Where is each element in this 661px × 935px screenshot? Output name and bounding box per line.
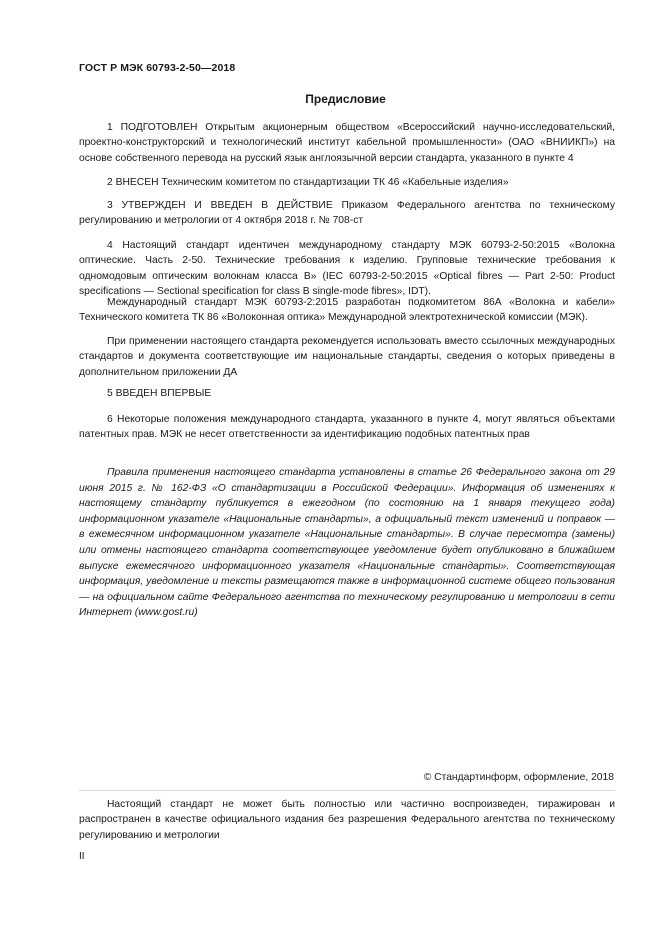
- divider: [79, 790, 615, 791]
- rules-notice-italic: Правила применения настоящего стандарта установлены в статье 26 Федерального закона от 29 июня 2015 г. № 162-ФЗ «О стандартизации в Российской Федерации». Информация об изменениях к настоящему стандарту публикуется в ежегодном (по состоянию на 1 января текущего года) информационном указателе «Национальные стандарты», а официальный текст изменений и поправок — в ежемесячном информационном указателе «Национальные стандарты». В случае пересмотра (замены) или отмены настоящего стандарта соответствующее уведомление будет опубликовано в ближайшем выпуске ежемесячного информационного указателя «Национальные стандарты». Соответствующая информация, уведомление и тексты размещаются также в информационной системе общего пользования — на официальном сайте Федерального агентства по техническому регулированию и метрологии в сети Интернет (www.gost.ru): [79, 467, 615, 619]
- paragraph-4-developer: Международный стандарт МЭК 60793-2:2015 разработан подкомитетом 86А «Волокна и кабели» Технического комитета ТК 86 «Волоконная оптика» Международной электротехнической комиссии (МЭК).: [79, 297, 615, 324]
- paragraph-1-prepared: 1 ПОДГОТОВЛЕН Открытым акционерным обществом «Всероссийский научно-исследовательский, проектно-конструкторский и технологический институт кабельной промышленности» (ОАО «ВНИИКП») на основе собственного перевода на русский язык англоязычной версии стандарта, указанного в пункте 4: [79, 122, 615, 164]
- paragraph-4-identical: 4 Настоящий стандарт идентичен международному стандарту МЭК 60793-2-50:2015 «Волокна оптические. Часть 2-50. Технические требования к изделию. Групповые технические требования к одномодовым оптическим волокнам класса В» (IEC 60793-2-50:2015 «Optical fibres — Part 2-50: Product specifications — Sectional specification for class B single-mode fibres», IDT).: [79, 240, 615, 298]
- copyright-line: © Стандартинформ, оформление, 2018: [423, 772, 614, 783]
- standard-code-header: ГОСТ Р МЭК 60793-2-50—2018: [79, 62, 236, 74]
- paragraph-2-submitted: 2 ВНЕСЕН Техническим комитетом по стандартизации ТК 46 «Кабельные изделия»: [107, 177, 509, 188]
- paragraph-6-patents: 6 Некоторые положения международного стандарта, указанного в пункте 4, могут являться объектами патентных прав. МЭК не несет ответственности за идентификацию подобных патентных прав: [79, 414, 615, 441]
- page-number: II: [79, 851, 85, 862]
- foreword-title: Предисловие: [305, 92, 386, 106]
- paragraph-3-approved: 3 УТВЕРЖДЕН И ВВЕДЕН В ДЕЙСТВИЕ Приказом Федерального агентства по техническому регулированию и метрологии от 4 октября 2018 г. № 708-ст: [79, 200, 615, 227]
- paragraph-5-first-introduced: 5 ВВЕДЕН ВПЕРВЫЕ: [107, 388, 212, 399]
- paragraph-4-application: При применении настоящего стандарта рекомендуется использовать вместо ссылочных международных стандартов и документа соответствующие им национальные стандарты, сведения о которых приведены в дополнительном приложении ДА: [79, 336, 615, 378]
- reproduction-notice: Настоящий стандарт не может быть полностью или частично воспроизведен, тиражирован и распространен в качестве официального издания без разрешения Федерального агентства по техническому регулированию и метрологии: [79, 799, 615, 841]
